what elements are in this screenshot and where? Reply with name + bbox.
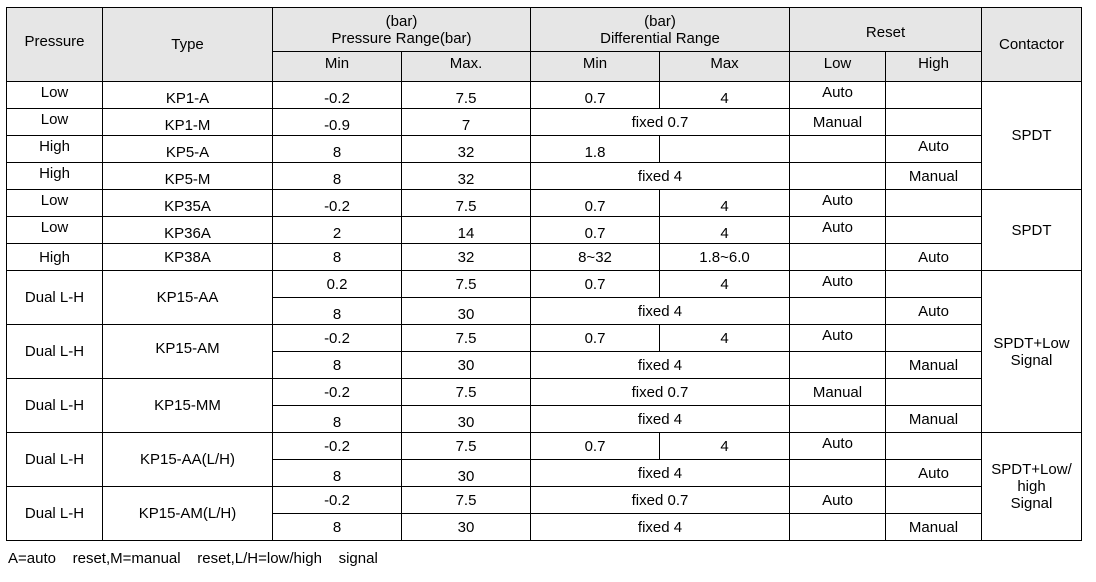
cell-contactor: SPDT <box>982 190 1082 271</box>
cell-reset-high: Auto <box>886 136 982 163</box>
cell-type: KP15-MM <box>103 379 273 433</box>
cell-pressure: Low <box>7 82 103 109</box>
cell-reset-low <box>790 163 886 190</box>
cell-reset-high <box>886 190 982 217</box>
cell-reset-high <box>886 217 982 244</box>
table-row <box>7 379 1082 406</box>
cell-reset-low <box>790 460 886 487</box>
cell-pmin: -0.2 <box>273 433 402 460</box>
cell-diff-fixed: fixed 4 <box>531 514 790 541</box>
header-min: Min <box>273 52 402 82</box>
cell-diff-fixed: fixed 0.7 <box>531 379 790 406</box>
cell-type: KP15-AM(L/H) <box>103 487 273 541</box>
cell-diff-fixed: fixed 4 <box>531 460 790 487</box>
cell-reset-low <box>790 298 886 325</box>
cell-diff-fixed: fixed 4 <box>531 163 790 190</box>
table-row <box>7 217 1082 244</box>
header-reset: Reset <box>790 8 982 52</box>
cell-diff-fixed: fixed 4 <box>531 406 790 433</box>
table-row <box>7 163 1082 190</box>
cell-pmax: 30 <box>402 298 531 325</box>
cell-type: KP35A <box>103 190 273 217</box>
cell-reset-low <box>790 244 886 271</box>
cell-pmin: 0.2 <box>273 271 402 298</box>
cell-pmin: 8 <box>273 406 402 433</box>
cell-pressure: Dual L-H <box>7 433 103 487</box>
cell-reset-low <box>790 514 886 541</box>
spec-table <box>6 7 1082 541</box>
header-diff-max: Max <box>660 52 790 82</box>
header-type: Type <box>103 8 273 82</box>
cell-type: KP1-M <box>103 109 273 136</box>
cell-dmin: 0.7 <box>531 82 660 109</box>
header-diff-min: Min <box>531 52 660 82</box>
cell-pmin: 8 <box>273 136 402 163</box>
cell-pmax: 32 <box>402 163 531 190</box>
cell-pressure: High <box>7 163 103 190</box>
cell-diff-fixed: fixed 4 <box>531 352 790 379</box>
cell-type: KP38A <box>103 244 273 271</box>
cell-reset-high: Manual <box>886 514 982 541</box>
cell-pmax: 7.5 <box>402 433 531 460</box>
cell-reset-high <box>886 379 982 406</box>
cell-pmax: 14 <box>402 217 531 244</box>
cell-reset-low: Manual <box>790 109 886 136</box>
cell-pmin: -0.9 <box>273 109 402 136</box>
cell-reset-high <box>886 109 982 136</box>
cell-dmax: 4 <box>660 217 790 244</box>
cell-pmax: 30 <box>402 406 531 433</box>
header-contactor: Contactor <box>982 8 1082 82</box>
cell-pmax: 7.5 <box>402 271 531 298</box>
cell-pmin: -0.2 <box>273 325 402 352</box>
table-row <box>7 433 1082 460</box>
cell-dmin: 0.7 <box>531 433 660 460</box>
cell-diff-fixed: fixed 0.7 <box>531 109 790 136</box>
cell-pmin: -0.2 <box>273 190 402 217</box>
cell-pressure: Dual L-H <box>7 271 103 325</box>
cell-type: KP36A <box>103 217 273 244</box>
cell-type: KP1-A <box>103 82 273 109</box>
table-row <box>7 136 1082 163</box>
cell-pmin: -0.2 <box>273 487 402 514</box>
cell-reset-low: Auto <box>790 190 886 217</box>
footnote: A=auto reset,M=manual reset,L/H=low/high signal <box>8 550 378 567</box>
cell-pmin: 8 <box>273 244 402 271</box>
cell-diff-fixed: fixed 0.7 <box>531 487 790 514</box>
cell-pmax: 30 <box>402 460 531 487</box>
header-pressure-range: (bar) Pressure Range(bar) <box>273 8 531 52</box>
cell-pmin: -0.2 <box>273 379 402 406</box>
cell-pressure: High <box>7 136 103 163</box>
cell-reset-high <box>886 325 982 352</box>
cell-contactor: SPDT+Low/ high Signal <box>982 433 1082 541</box>
cell-reset-low <box>790 352 886 379</box>
cell-reset-high <box>886 271 982 298</box>
cell-pmin: -0.2 <box>273 82 402 109</box>
cell-dmax: 1.8~6.0 <box>660 244 790 271</box>
header-reset-high: High <box>886 52 982 82</box>
cell-dmax <box>660 136 790 163</box>
cell-pmax: 30 <box>402 514 531 541</box>
cell-pressure: Dual L-H <box>7 487 103 541</box>
cell-dmin: 8~32 <box>531 244 660 271</box>
cell-contactor: SPDT <box>982 82 1082 190</box>
cell-dmax: 4 <box>660 271 790 298</box>
table-row <box>7 271 1082 298</box>
cell-pmax: 7.5 <box>402 325 531 352</box>
cell-pmin: 8 <box>273 163 402 190</box>
cell-pmax: 7 <box>402 109 531 136</box>
cell-dmin: 0.7 <box>531 271 660 298</box>
cell-type: KP15-AA(L/H) <box>103 433 273 487</box>
cell-pmin: 8 <box>273 298 402 325</box>
cell-type: KP5-M <box>103 163 273 190</box>
cell-pmax: 7.5 <box>402 487 531 514</box>
cell-reset-high <box>886 433 982 460</box>
cell-reset-low: Auto <box>790 487 886 514</box>
header-differential-range: (bar) Differential Range <box>531 8 790 52</box>
cell-reset-high: Auto <box>886 460 982 487</box>
cell-dmax: 4 <box>660 325 790 352</box>
cell-diff-fixed: fixed 4 <box>531 298 790 325</box>
cell-pmax: 7.5 <box>402 190 531 217</box>
cell-reset-high: Manual <box>886 406 982 433</box>
table-row <box>7 109 1082 136</box>
cell-pressure: Low <box>7 217 103 244</box>
header-pressure: Pressure <box>7 8 103 82</box>
cell-reset-high: Auto <box>886 244 982 271</box>
table-row <box>7 325 1082 352</box>
cell-pmin: 8 <box>273 352 402 379</box>
cell-pressure: Low <box>7 190 103 217</box>
cell-reset-high: Auto <box>886 298 982 325</box>
cell-reset-low: Manual <box>790 379 886 406</box>
cell-pmax: 32 <box>402 244 531 271</box>
cell-reset-high: Manual <box>886 352 982 379</box>
cell-reset-low: Auto <box>790 217 886 244</box>
cell-dmin: 1.8 <box>531 136 660 163</box>
cell-reset-high <box>886 82 982 109</box>
cell-pressure: Low <box>7 109 103 136</box>
cell-reset-low: Auto <box>790 82 886 109</box>
cell-reset-low <box>790 136 886 163</box>
cell-dmin: 0.7 <box>531 217 660 244</box>
cell-type: KP5-A <box>103 136 273 163</box>
cell-dmax: 4 <box>660 82 790 109</box>
cell-pmax: 32 <box>402 136 531 163</box>
cell-pressure: Dual L-H <box>7 379 103 433</box>
cell-type: KP15-AM <box>103 325 273 379</box>
header-max: Max. <box>402 52 531 82</box>
cell-pressure: High <box>7 244 103 271</box>
cell-pmax: 7.5 <box>402 379 531 406</box>
cell-pmin: 8 <box>273 514 402 541</box>
table-row <box>7 82 1082 109</box>
cell-dmax: 4 <box>660 433 790 460</box>
cell-type: KP15-AA <box>103 271 273 325</box>
cell-reset-low: Auto <box>790 433 886 460</box>
table-row <box>7 487 1082 514</box>
cell-dmin: 0.7 <box>531 325 660 352</box>
cell-reset-high: Manual <box>886 163 982 190</box>
cell-reset-high <box>886 487 982 514</box>
cell-pmax: 30 <box>402 352 531 379</box>
cell-pmin: 8 <box>273 460 402 487</box>
cell-reset-low: Auto <box>790 325 886 352</box>
table-row <box>7 244 1082 271</box>
cell-reset-low: Auto <box>790 271 886 298</box>
cell-dmax: 4 <box>660 190 790 217</box>
cell-pressure: Dual L-H <box>7 325 103 379</box>
cell-reset-low <box>790 406 886 433</box>
table-row <box>7 190 1082 217</box>
cell-contactor: SPDT+Low Signal <box>982 271 1082 433</box>
cell-dmin: 0.7 <box>531 190 660 217</box>
cell-pmin: 2 <box>273 217 402 244</box>
header-reset-low: Low <box>790 52 886 82</box>
cell-pmax: 7.5 <box>402 82 531 109</box>
